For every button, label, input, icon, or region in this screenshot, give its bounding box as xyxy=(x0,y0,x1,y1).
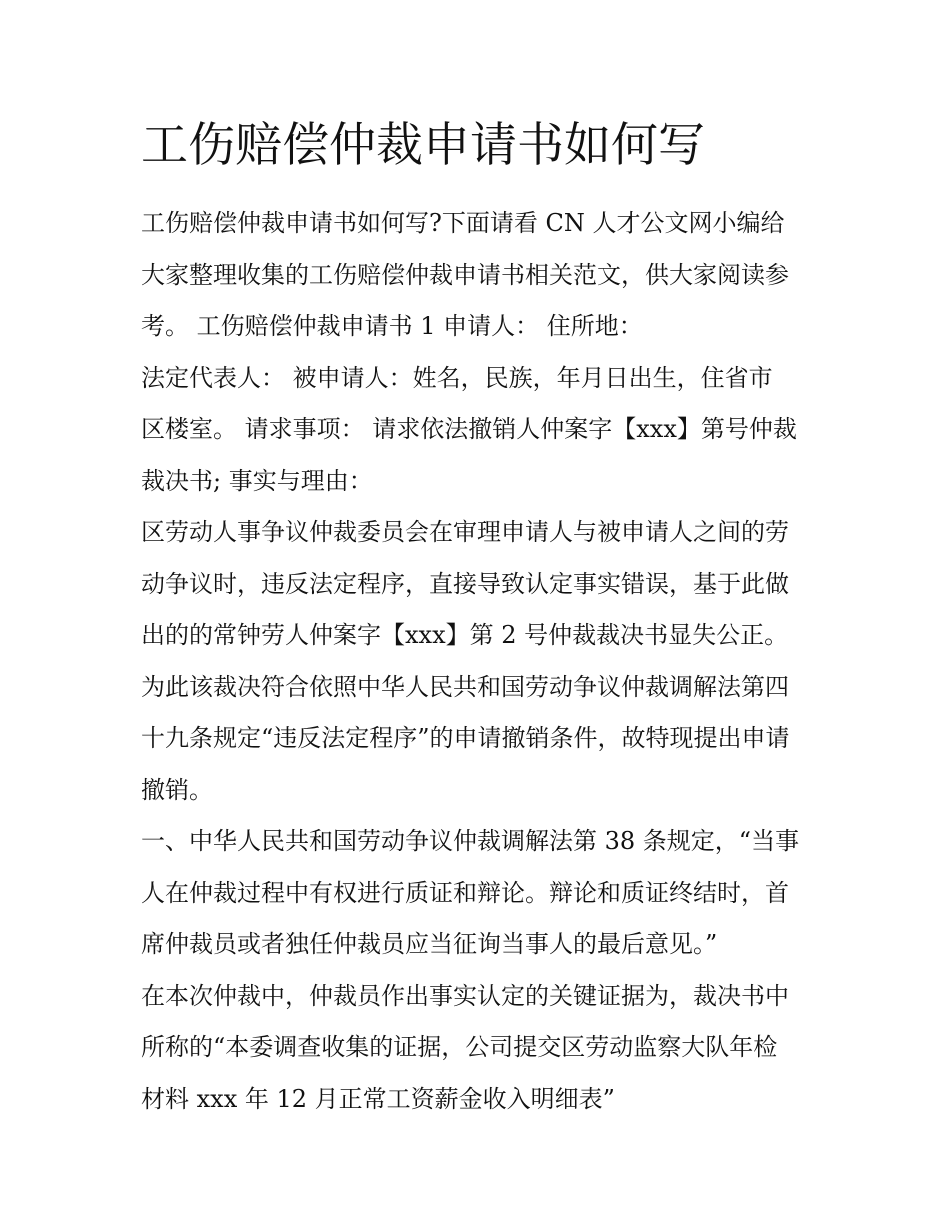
paragraph-line: 为此该裁决符合依照中华人民共和国劳动争议仲裁调解法第四 xyxy=(141,672,789,701)
paragraph-line: 出的的常钟劳人仲案字【xxx】第 2 号仲裁裁决书显失公正。 xyxy=(141,621,789,649)
paragraph-line: 大家整理收集的工伤赔偿仲裁申请书相关范文，供大家阅读参 xyxy=(141,260,789,289)
document-title: 工伤赔偿仲裁申请书如何写 xyxy=(141,118,705,173)
paragraph-line: 动争议时，违反法定程序，直接导致认定事实错误，基于此做 xyxy=(141,569,789,598)
paragraph-line: 人在仲裁过程中有权进行质证和辩论。辩论和质证终结时，首 xyxy=(141,878,789,907)
paragraph-line: 十九条规定“违反法定程序”的申请撤销条件，故特现提出申请 xyxy=(141,724,790,752)
paragraph-line: 区劳动人事争议仲裁委员会在审理申请人与被申请人之间的劳 xyxy=(141,518,789,546)
paragraph-line: 席仲裁员或者独任仲裁员应当征询当事人的最后意见。” xyxy=(141,930,718,958)
paragraph-line: 所称的“本委调查收集的证据，公司提交区劳动监察大队年检 xyxy=(141,1033,778,1061)
paragraph-line: 考。 工伤赔偿仲裁申请书 1 申请人： 住所地： xyxy=(141,312,643,340)
paragraph-line: 在本次仲裁中，仲裁员作出事实认定的关键证据为，裁决书中 xyxy=(141,981,789,1010)
paragraph-line: 区楼室。 请求事项： 请求依法撤销人仲案字【xxx】第号仲裁 xyxy=(141,415,797,443)
paragraph-line: 法定代表人： 被申请人：姓名，民族，年月日出生，住省市 xyxy=(141,363,773,392)
document-body xyxy=(141,198,821,1125)
paragraph-line: 撤销。 xyxy=(141,775,213,804)
paragraph-line: 材料 xxx 年 12 月正常工资薪金收入明细表” xyxy=(141,1084,615,1113)
paragraph-line: 一、中华人民共和国劳动争议仲裁调解法第 38 条规定，“当事 xyxy=(141,827,800,855)
paragraph-line: 工伤赔偿仲裁申请书如何写?下面请看 CN 人才公文网小编给 xyxy=(141,209,785,237)
paragraph-line: 裁决书; 事实与理由： xyxy=(141,466,373,495)
